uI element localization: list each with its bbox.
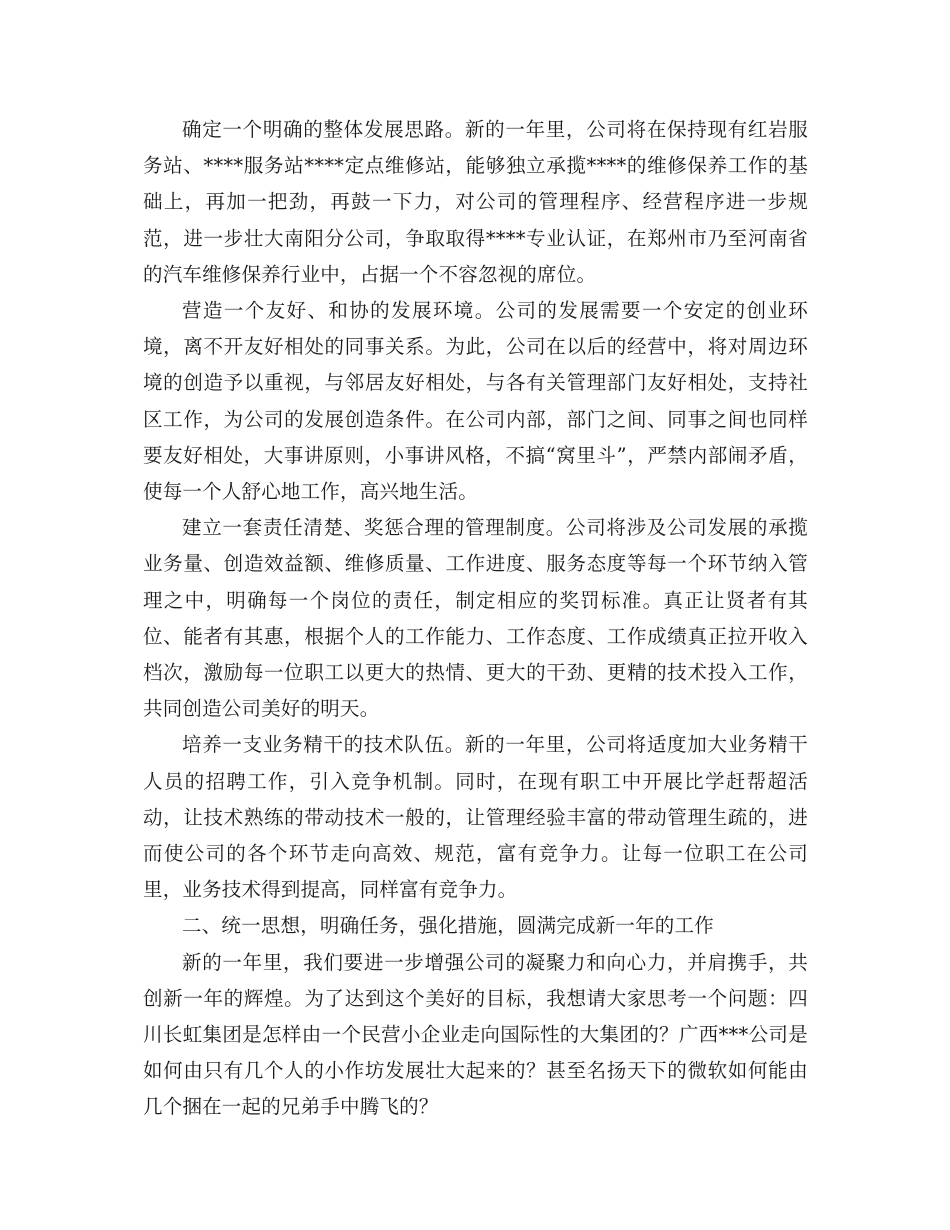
paragraph-technical-team: 培养一支业务精干的技术队伍。新的一年里，公司将适度加大业务精干人员的招聘工作，引入竞争机制。同时，在现有职工中开展比学赶帮超活动，让技术熟练的带动技术一般的，让管理经验丰富的带动管理生疏的，进而使公司的各个环节走向高效、规范，富有竞争力。让每一位职工在公司里，业务技术得到提高，同样富有竞争力。 [143, 733, 808, 902]
document-body [143, 112, 808, 1126]
paragraph-closing: 新的一年里，我们要进一步增强公司的凝聚力和向心力，并肩携手，共创新一年的辉煌。为了达到这个美好的目标，我想请大家思考一个问题：四川长虹集团是怎样由一个民营小企业走向国际性的大集团的？广西***公司是如何由只有几个人的小作坊发展壮大起来的？甚至名扬天下的微软如何能由几个捆在一起的兄弟手中腾飞的？ [143, 950, 808, 1119]
paragraph-environment: 营造一个友好、和协的发展环境。公司的发展需要一个安定的创业环境，离不开友好相处的同事关系。为此，公司在以后的经营中，将对周边环境的创造予以重视，与邻居友好相处，与各有关管理部门友好相处，支持社区工作，为公司的发展创造条件。在公司内部，部门之间、同事之间也同样要友好相处，大事讲原则，小事讲风格，不搞“窝里斗”，严禁内部闹矛盾，使每一个人舒心地工作，高兴地生活。 [143, 299, 808, 504]
section-heading: 二、统一思想，明确任务，强化措施，圆满完成新一年的工作 [182, 914, 714, 938]
paragraph-development-strategy: 确定一个明确的整体发展思路。新的一年里，公司将在保持现有红岩服务站、****服务站****定点维修站，能够独立承揽****的维修保养工作的基础上，再加一把劲，再鼓一下力，对公司的管理程序、经营程序进一步规范，进一步壮大南阳分公司，争取取得****专业认证，在郑州市乃至河南省的汽车维修保养行业中，占据一个不容忽视的席位。 [143, 118, 808, 286]
paragraph-management-system: 建立一套责任清楚、奖惩合理的管理制度。公司将涉及公司发展的承揽业务量、创造效益额、维修质量、工作进度、服务态度等每一个环节纳入管理之中，明确每一个岗位的责任，制定相应的奖罚标准。真正让贤者有其位、能者有其惠，根据个人的工作能力、工作态度、工作成绩真正拉开收入档次，激励每一位职工以更大的热情、更大的干劲、更精的技术投入工作，共同创造公司美好的明天。 [143, 516, 808, 721]
